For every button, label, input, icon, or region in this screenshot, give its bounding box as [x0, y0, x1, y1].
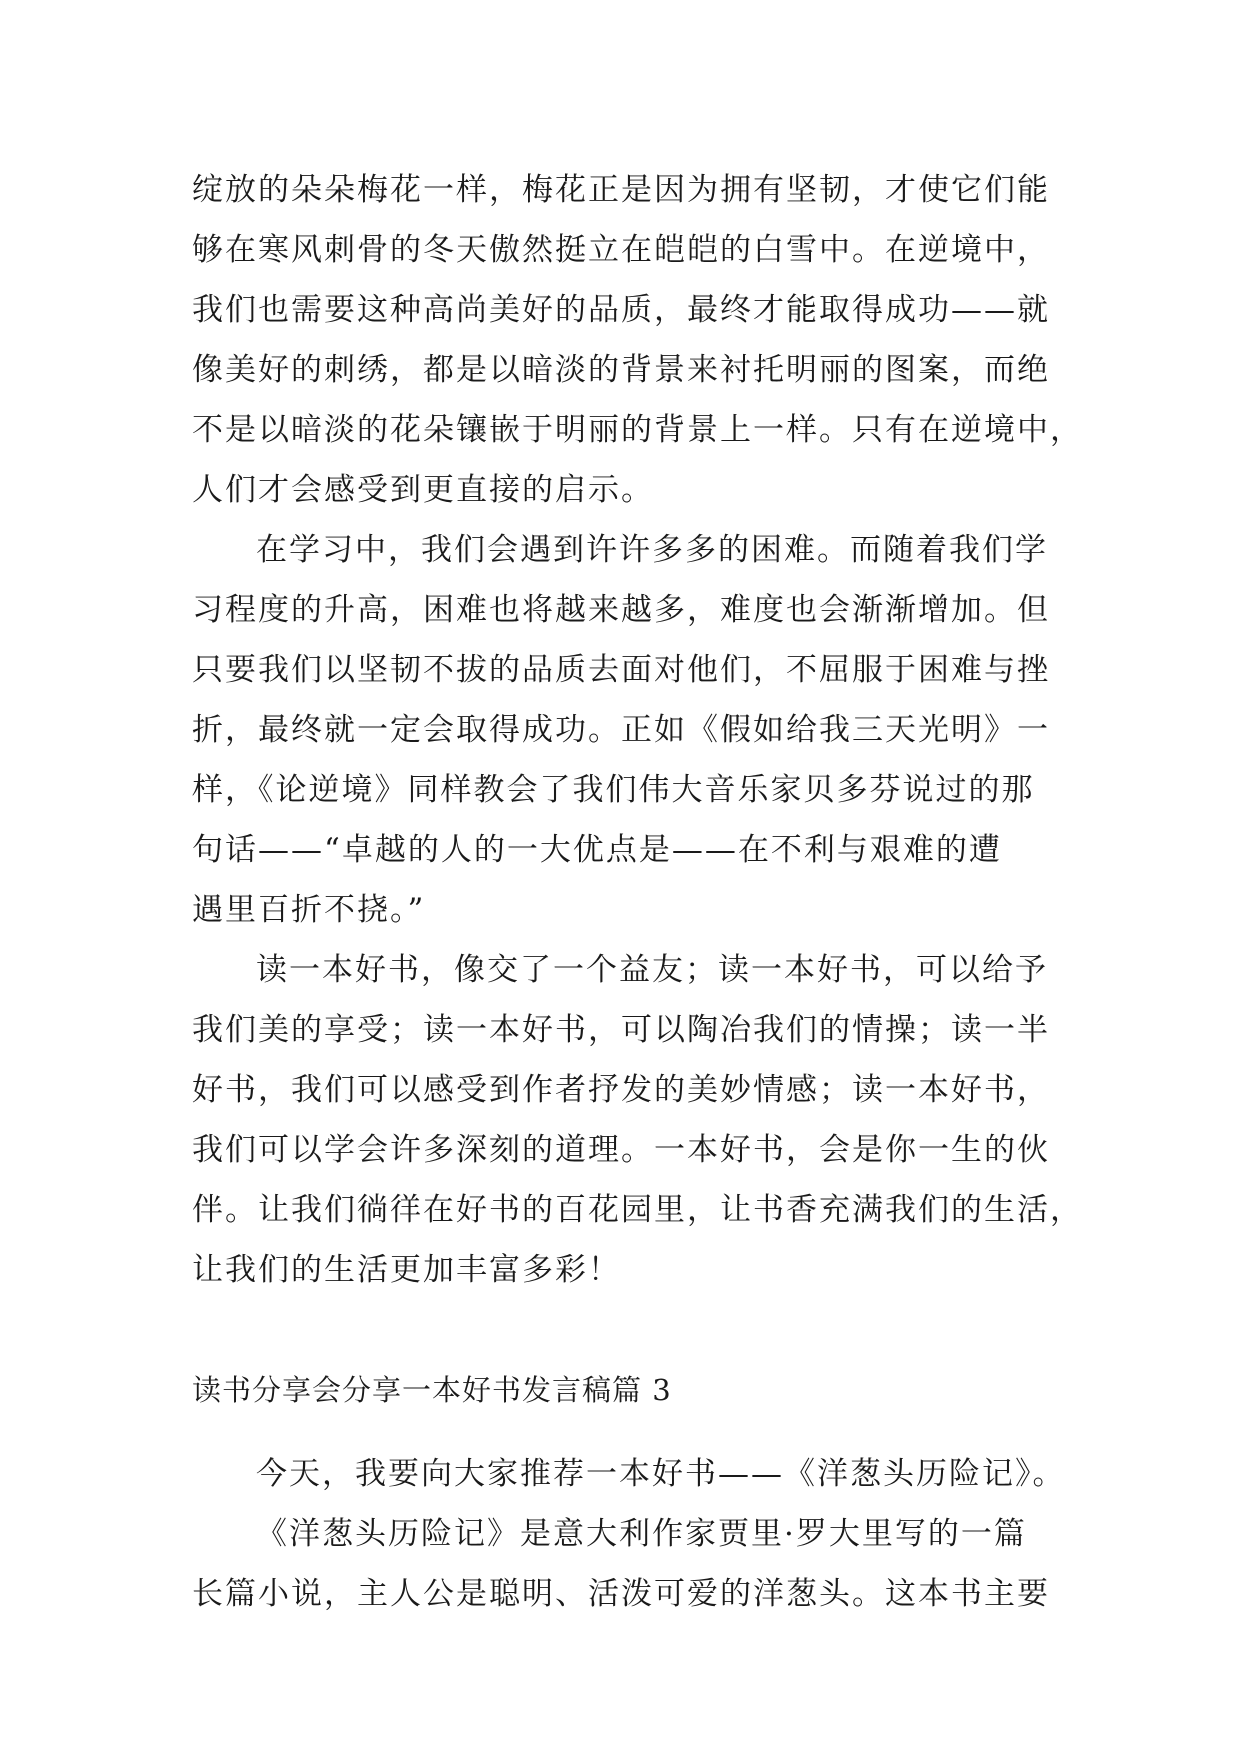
section-paragraph-2: [192, 1504, 1062, 1624]
paragraph-line: 今天，我要向大家推荐一本好书——《洋葱头历险记》。: [256, 1456, 1066, 1493]
paragraph-line: 遇里百折不挠。”: [192, 892, 426, 928]
paragraph-line: 绽放的朵朵梅花一样，梅花正是因为拥有坚韧，才使它们能: [192, 172, 1050, 208]
paragraph-3: [192, 940, 1083, 1300]
paragraph-2: [192, 520, 1062, 940]
paragraph-line: 读一本好书，像交了一个益友；读一本好书，可以给予: [256, 952, 1048, 988]
paragraph-line: 让我们的生活更加丰富多彩！: [192, 1252, 621, 1288]
section-title: 读书分享会分享一本好书发言稿篇 3: [192, 1373, 672, 1407]
paragraph-line: 伴。让我们徜徉在好书的百花园里，让书香充满我们的生活，: [192, 1192, 1083, 1228]
paragraph-line: 我们可以学会许多深刻的道理。一本好书，会是你一生的伙: [192, 1132, 1050, 1168]
paragraph-line: 在学习中，我们会遇到许许多多的困难。而随着我们学: [256, 532, 1048, 568]
paragraph-line: 像美好的刺绣，都是以暗淡的背景来衬托明丽的图案，而绝: [192, 352, 1050, 388]
paragraph-line: 长篇小说，主人公是聪明、活泼可爱的洋葱头。这本书主要: [192, 1576, 1050, 1613]
paragraph-line: 只要我们以坚韧不拔的品质去面对他们，不屈服于困难与挫: [192, 652, 1050, 688]
paragraph-line: 不是以暗淡的花朵镶嵌于明丽的背景上一样。只有在逆境中，: [192, 412, 1083, 448]
paragraph-line: 好书，我们可以感受到作者抒发的美妙情感；读一本好书，: [192, 1072, 1050, 1108]
paragraph-line: 够在寒风刺骨的冬天傲然挺立在皑皑的白雪中。在逆境中，: [192, 232, 1050, 268]
paragraph-line: 样，《论逆境》同样教会了我们伟大音乐家贝多芬说过的那: [192, 772, 1035, 808]
paragraph-line: 习程度的升高，困难也将越来越多，难度也会渐渐增加。但: [192, 592, 1050, 628]
paragraph-line: 《洋葱头历险记》是意大利作家贾里·罗大里写的一篇: [256, 1516, 1027, 1553]
section-paragraph-1: [192, 1444, 1066, 1504]
paragraph-line: 折，最终就一定会取得成功。正如《假如给我三天光明》一: [192, 712, 1050, 748]
paragraph-line: 我们美的享受；读一本好书，可以陶冶我们的情操；读一半: [192, 1012, 1050, 1048]
paragraph-line: 人们才会感受到更直接的启示。: [192, 472, 654, 508]
paragraph-line: 我们也需要这种高尚美好的品质，最终才能取得成功——就: [192, 292, 1050, 328]
paragraph-line: 句话——“卓越的人的一大优点是——在不利与艰难的遭: [192, 832, 1002, 868]
paragraph-1: [192, 160, 1083, 520]
document-body: [192, 160, 1083, 1624]
